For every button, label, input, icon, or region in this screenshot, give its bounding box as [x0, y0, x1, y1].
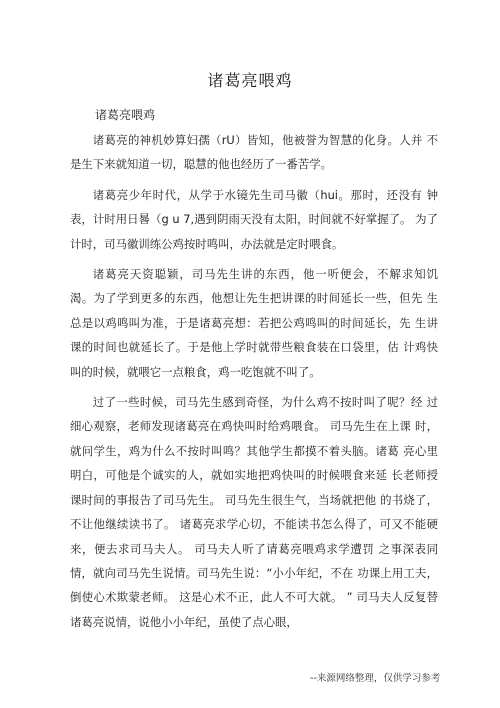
paragraph-3: 诸葛亮天资聪颖，司马先生讲的东西，他一听便会，不解求知饥 渴。为了学到更多的东西，他想让先生把讲课的时间延长一些，但先 生总是以鸡鸣叫为准，于是诸葛亮想：若把公鸡鸣叫的时间延长，先 生讲课的时间也就延长了。于是他上学时就带些粮食装在口袋里，估 计鸡快叫的时候，就喂它一点粮食，鸡一吃饱就不叫了。 — [70, 267, 438, 379]
source-footer: --来源网络整理，仅供学习参考 — [310, 673, 441, 684]
paragraph-1: 诸葛亮的神机妙算妇孺（rU）皆知，他被誉为智慧的化身。人并 不是生下来就知道一切，聪慧的他也经历了一番苦学。 — [70, 133, 438, 172]
section-heading: 诸葛亮喂鸡 — [95, 108, 156, 122]
paragraph-2: 诸葛亮少年时代，从学于水镜先生司马徽（hui。那时，还没有 钟表，计时用日晷（g u 7,遇到阴雨天没有太阳，时间就不好掌握了。 为了计时，司马徽训练公鸡按时鸣叫，办法就是定时喂食。 — [70, 187, 438, 251]
body-text — [70, 128, 438, 640]
paragraph-4: 过了一些时候，司马先生感到奇怪，为什么鸡不按时叫了呢？经 过细心观察，老师发现诸葛亮在鸡快叫时给鸡喂食。 司马先生在上课 时，就问学生，鸡为什么不按时叫鸣？其他学生都摸不着头脑。诸葛 亮心里明白，可他是个诚实的人，就如实地把鸡快叫的时候喂食来延 长老师授课时间的事报告了司马先生。 司马先生很生气，当场就把他 的书烧了，不让他继续读书了。 诸葛亮求学心切，不能读书怎么得了，可又不能硬来，便去求司马夫人。 司马夫人听了请葛亮喂鸡求学遭罚 之事深表同情，就向司马先生说情。司马先生说：“小小年纪，不在 功课上用工夫，倒使心术欺蒙老师。 这是心术不正，此人不可大就。 ” 司马夫人反复替诸葛亮说情，说他小小年纪，虽使了点心眼， — [70, 395, 438, 629]
page-title: 诸葛亮喂鸡 — [207, 71, 293, 90]
